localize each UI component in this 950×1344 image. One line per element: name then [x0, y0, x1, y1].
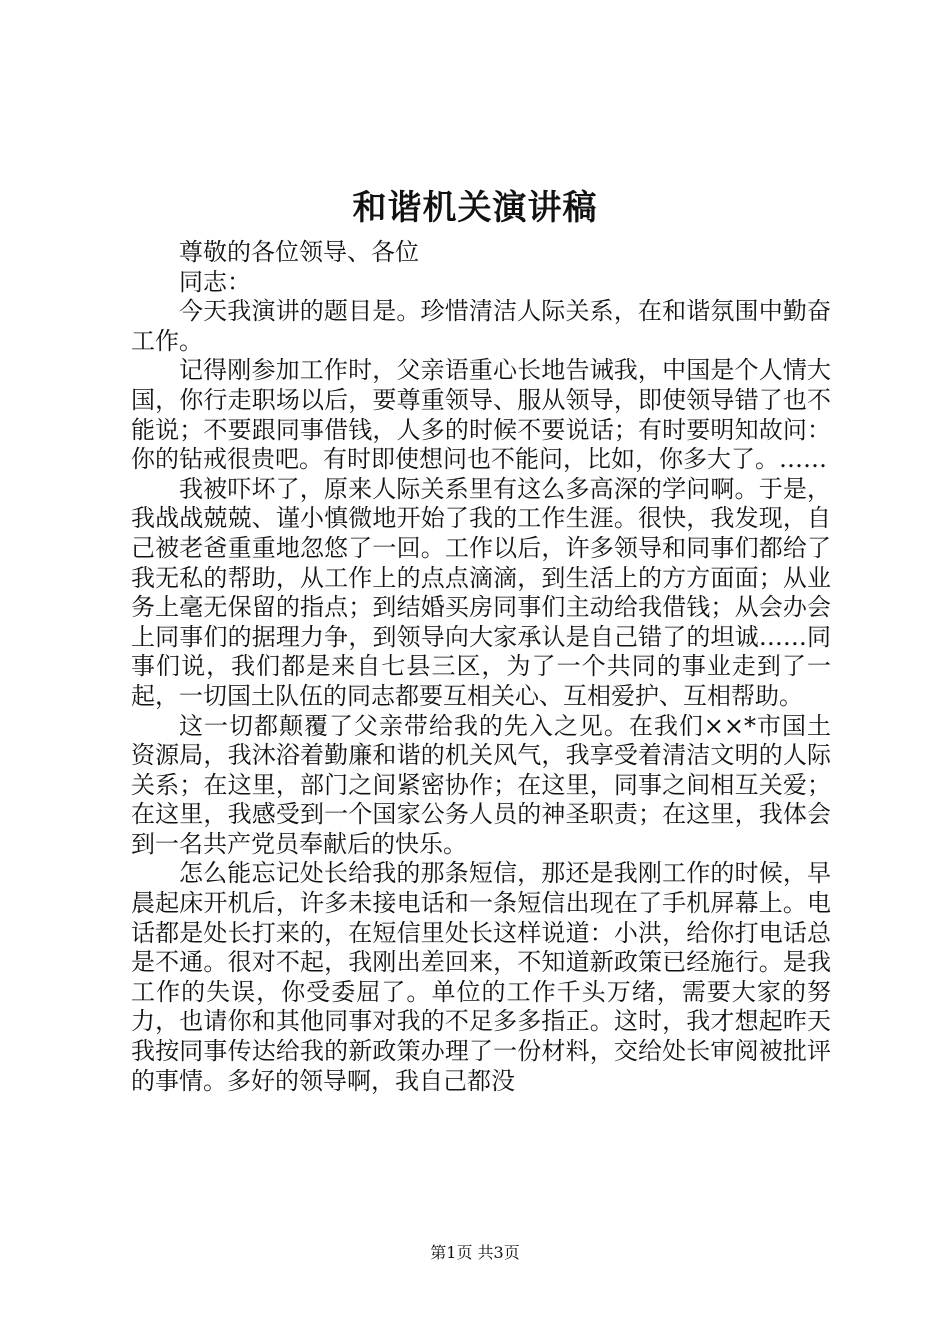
document-title: 和谐机关演讲稿: [352, 188, 598, 228]
page-footer: 第1页 共3页: [430, 1243, 520, 1262]
paragraph: 这一切都颠覆了父亲带给我的先入之见。在我们××*市国土资源局，我沐浴着勤廉和谐的机关风气，我享受着清洁文明的人际关系；在这里，部门之间紧密协作；在这里，同事之间相互关爱；在这里，我感受到一个国家公务人员的神圣职责；在这里，我体会到一名共产党员奉献后的快乐。: [131, 711, 831, 858]
paragraph: 怎么能忘记处长给我的那条短信，那还是我刚工作的时候，早晨起床开机后，许多未接电话和一条短信出现在了手机屏幕上。电话都是处长打来的，在短信里处长这样说道：小洪，给你打电话总是不通。很对不起，我刚出差回来，不知道新政策已经施行。是我工作的失误，你受委屈了。单位的工作千头万绪，需要大家的努力，也请你和其他同事对我的不足多多指正。这时，我才想起昨天我按同事传达给我的新政策办理了一份材料，交给处长审阅被批评的事情。多好的领导啊，我自己都没: [131, 859, 831, 1095]
document-body: [131, 238, 831, 1096]
greeting-line: 尊敬的各位领导、各位: [179, 238, 419, 266]
paragraph: 今天我演讲的题目是。珍惜清洁人际关系，在和谐氛围中勤奋工作。: [131, 297, 831, 355]
paragraph: 记得刚参加工作时，父亲语重心长地告诫我，中国是个人情大国，你行走职场以后，要尊重领导、服从领导，即使领导错了也不能说；不要跟同事借钱，人多的时候不要说话；有时要明知故问：你的钻戒很贵吧。有时即使想问也不能问，比如，你多大了。……: [131, 356, 831, 474]
paragraph: 我被吓坏了，原来人际关系里有这么多高深的学问啊。于是，我战战兢兢、谨小慎微地开始了我的工作生涯。很快，我发现，自己被老爸重重地忽悠了一回。工作以后，许多领导和同事们都给了我无私的帮助，从工作上的点点滴滴，到生活上的方方面面；从业务上毫无保留的指点；到结婚买房同事们主动给我借钱；从会办会上同事们的据理力争，到领导向大家承认是自己错了的坦诚……同事们说，我们都是来自七县三区，为了一个共同的事业走到了一起，一切国土队伍的同志都要互相关心、互相爱护、互相帮助。: [131, 474, 831, 710]
greeting-line: 同志：: [179, 267, 251, 296]
